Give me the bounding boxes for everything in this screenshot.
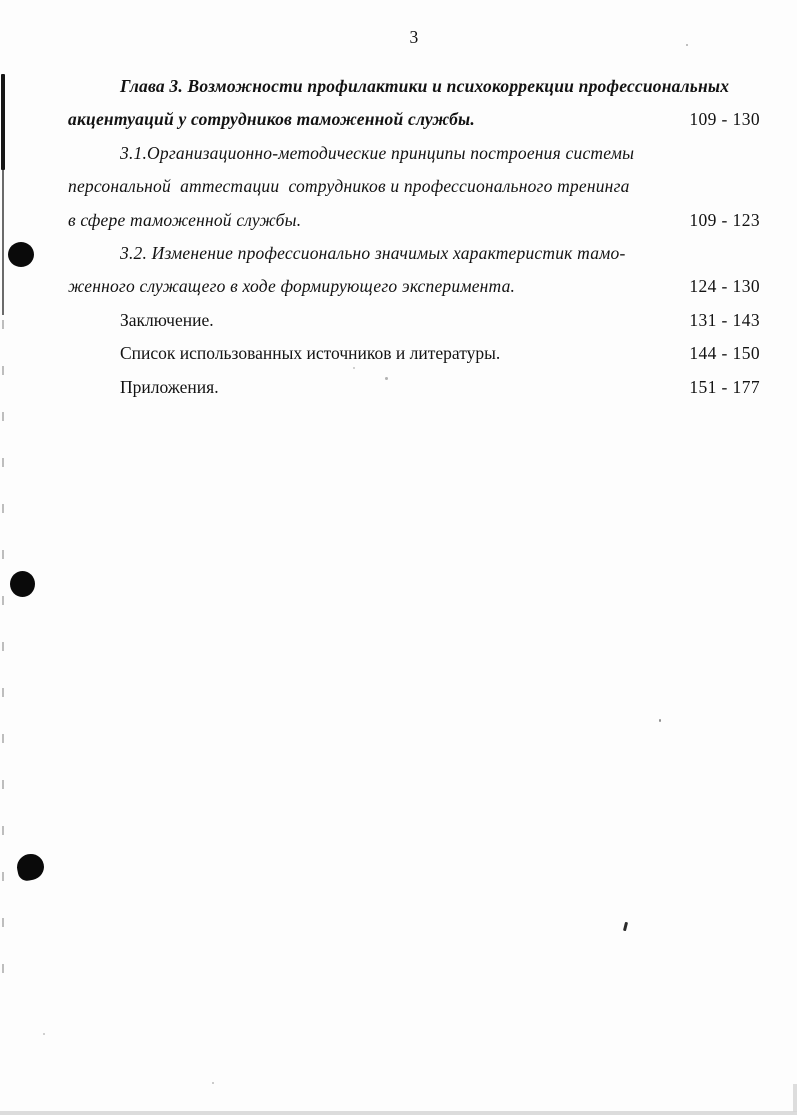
toc-entry-text: акцентуаций у сотрудников таможенной службы. <box>68 109 475 130</box>
toc-line-3-2-b <box>68 270 760 303</box>
hole-punch-mark <box>15 851 47 882</box>
toc-page-range: 131 - 143 <box>689 309 760 330</box>
hole-punch-mark <box>8 242 34 267</box>
toc-page-range: 144 - 150 <box>689 343 760 364</box>
toc-entry-text: Заключение. <box>120 309 214 330</box>
toc-page-range: 109 - 123 <box>689 209 760 230</box>
toc-line-chapter3-2 <box>68 103 760 136</box>
toc-entry-text: женного служащего в ходе формирующего эксперимента. <box>68 276 516 297</box>
toc-page-range: 124 - 130 <box>689 276 760 297</box>
toc-entry-text: персональной аттестации сотрудников и профессионального тренинга <box>68 176 630 197</box>
toc-line-3-1-b <box>68 170 760 203</box>
toc-page-range: 109 - 130 <box>689 109 760 130</box>
scan-edge-dashes <box>2 320 4 1010</box>
toc-entry-text: 3.2. Изменение профессионально значимых характеристик тамо- <box>120 242 626 263</box>
scan-edge-line <box>1 74 5 170</box>
table-of-contents <box>68 70 760 404</box>
scan-speck <box>686 44 688 46</box>
toc-entry-text: Глава 3. Возможности профилактики и психокоррекции профессиональных <box>120 76 730 96</box>
scan-speck <box>659 719 661 722</box>
scan-speck <box>353 367 355 369</box>
scan-speck <box>385 377 388 380</box>
toc-line-appendices <box>68 371 760 404</box>
scan-corner-smudge <box>793 1084 797 1112</box>
toc-entry-text: в сфере таможенной службы. <box>68 209 302 230</box>
toc-line-chapter3-1 <box>68 70 760 103</box>
pen-tick-mark <box>623 922 628 931</box>
toc-line-references <box>68 337 760 370</box>
toc-page-range: 151 - 177 <box>689 376 760 397</box>
scan-speck <box>212 1082 214 1084</box>
hole-punch-mark <box>10 571 35 597</box>
toc-entry-text: Приложения. <box>120 376 219 397</box>
toc-line-3-1-a <box>68 137 760 170</box>
page-number: 3 <box>409 27 419 47</box>
toc-line-3-2-a <box>68 237 760 270</box>
toc-entry-text: Список использованных источников и литературы. <box>120 343 501 364</box>
scan-bottom-edge <box>0 1111 797 1115</box>
toc-line-3-1-c <box>68 204 760 237</box>
scan-speck <box>43 1033 45 1035</box>
scan-edge-line-faint <box>2 170 4 315</box>
toc-entry-text: 3.1.Организационно-методические принципы построения системы <box>120 142 635 163</box>
toc-line-conclusion <box>68 304 760 337</box>
